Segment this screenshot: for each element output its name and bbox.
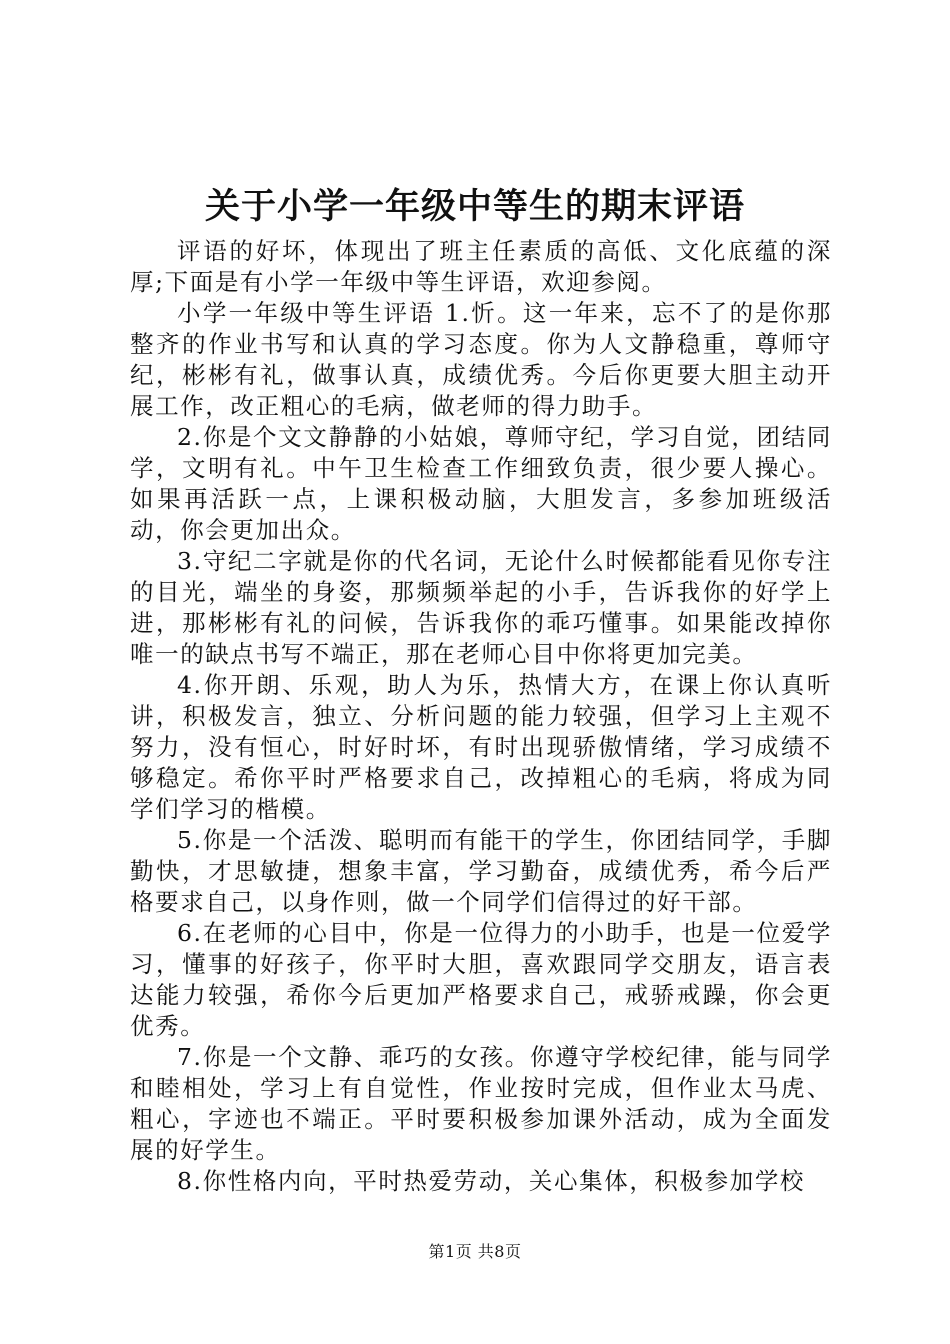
paragraph-comment-8: 8.你性格内向，平时热爱劳动，关心集体，积极参加学校 xyxy=(177,1167,806,1195)
paragraph-comment-7: 7.你是一个文静、乖巧的女孩。你遵守学校纪律，能与同学和睦相处，学习上有自觉性，作业按时完成，但作业太马虎、粗心，字迹也不端正。平时要积极参加课外活动，成为全面发展的好学生。 xyxy=(130,1043,832,1164)
paragraph-comment-3: 3.守纪二字就是你的代名词，无论什么时候都能看见你专注的目光，端坐的身姿，那频频举起的小手，告诉我你的好学上进，那彬彬有礼的问候，告诉我你的乖巧懂事。如果能改掉你唯一的缺点书写不端正，那在老师心目中你将更加完美。 xyxy=(130,547,832,668)
paragraph-comment-4: 4.你开朗、乐观，助人为乐，热情大方，在课上你认真听讲，积极发言，独立、分析问题的能力较强，但学习上主观不努力，没有恒心，时好时坏，有时出现骄傲情绪，学习成绩不够稳定。希你平时严格要求自己，改掉粗心的毛病，将成为同学们学习的楷模。 xyxy=(130,671,832,823)
page-number-footer: 第1页 共8页 xyxy=(428,1242,522,1261)
paragraph-comment-5: 5.你是一个活泼、聪明而有能干的学生，你团结同学，手脚勤快，才思敏捷，想象丰富，学习勤奋，成绩优秀，希今后严格要求自己，以身作则，做一个同学们信得过的好干部。 xyxy=(130,826,832,916)
paragraph-comment-6: 6.在老师的心目中，你是一位得力的小助手，也是一位爱学习，懂事的好孩子，你平时大胆，喜欢跟同学交朋友，语言表达能力较强，希你今后更加严格要求自己，戒骄戒躁，你会更优秀。 xyxy=(130,919,832,1040)
page-title: 关于小学一年级中等生的期末评语 xyxy=(204,186,745,227)
document-body xyxy=(130,236,832,1197)
paragraph-intro: 评语的好坏，体现出了班主任素质的高低、文化底蕴的深厚;下面是有小学一年级中等生评语，欢迎参阅。 xyxy=(130,237,832,296)
paragraph-comment-1: 小学一年级中等生评语 1.忻。这一年来，忘不了的是你那整齐的作业书写和认真的学习态度。你为人文静稳重，尊师守纪，彬彬有礼，做事认真，成绩优秀。今后你更要大胆主动开展工作，改正粗心的毛病，做老师的得力助手。 xyxy=(130,299,832,420)
paragraph-comment-2: 2.你是个文文静静的小姑娘，尊师守纪，学习自觉，团结同学，文明有礼。中午卫生检查工作细致负责，很少要人操心。如果再活跃一点，上课积极动脑，大胆发言，多参加班级活动，你会更加出众。 xyxy=(130,423,832,544)
